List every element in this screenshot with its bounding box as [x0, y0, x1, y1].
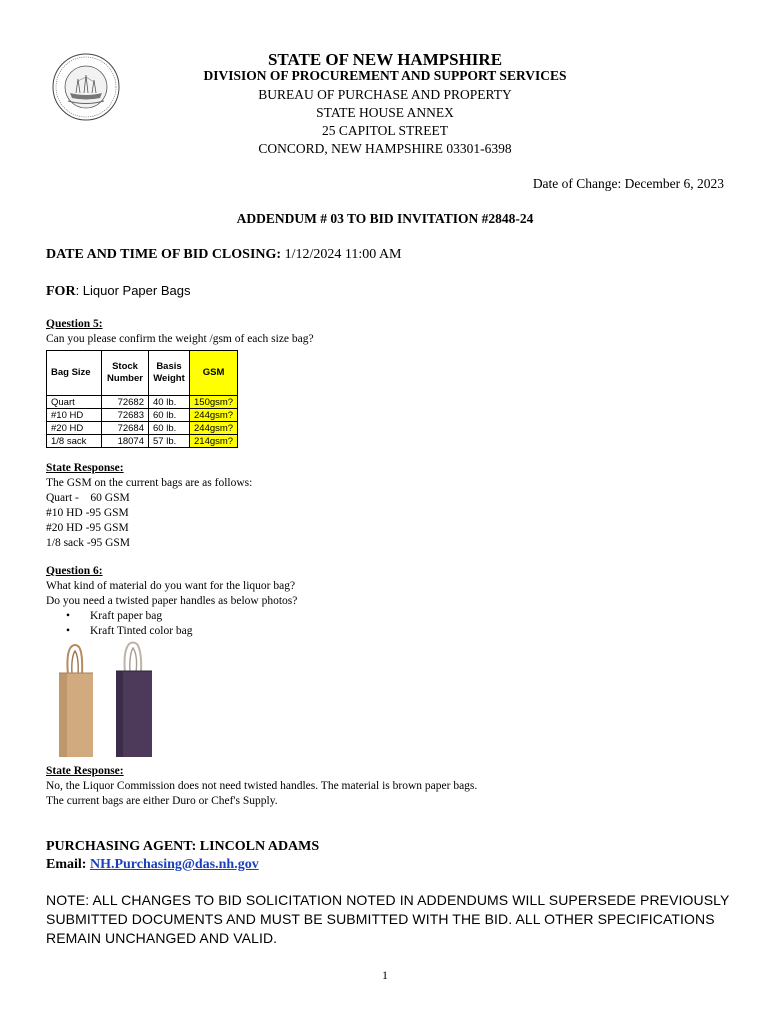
agent-label: PURCHASING AGENT	[46, 839, 192, 854]
bag-weight-table	[46, 350, 238, 448]
table-cell: 244gsm?	[190, 422, 238, 435]
table-cell: 60 lb.	[149, 409, 190, 422]
response-line: #20 HD -95 GSM	[46, 522, 129, 534]
response-heading: State Response:	[46, 462, 124, 474]
table-cell: 1/8 sack	[47, 435, 102, 448]
table-header: GSM	[190, 351, 238, 396]
table-header: Bag Size	[47, 351, 102, 396]
date-of-change: Date of Change: December 6, 2023	[532, 176, 724, 191]
address-line: CONCORD, NEW HAMPSHIRE 03301-6398	[258, 141, 512, 156]
response-line: Quart - 60 GSM	[46, 492, 130, 504]
state-response-6	[46, 764, 477, 809]
table-cell: 150gsm?	[190, 396, 238, 409]
bid-note: NOTE: ALL CHANGES TO BID SOLICITATION NOTED IN ADDENDUMS WILL SUPERSEDE PREVIOUSLY SUBMITTED DOCUMENTS AND MUST BE SUBMITTED WITH THE BID. ALL OTHER SPECIFICATIONS REMAIN UNCHANGED AND VALID.	[46, 892, 730, 946]
list-item	[64, 609, 193, 624]
email-label: Email	[46, 857, 82, 872]
table-cell: 72682	[102, 396, 149, 409]
bullet-icon: •	[66, 610, 71, 622]
agent-name: : LINCOLN ADAMS	[191, 839, 320, 854]
question-6	[46, 564, 297, 609]
question-text: Can you please confirm the weight /gsm of each size bag?	[46, 333, 314, 345]
page-number: 1	[382, 968, 388, 982]
list-item-label: Kraft paper bag	[90, 610, 163, 622]
table-cell: 60 lb.	[149, 422, 190, 435]
state-title: STATE OF NEW HAMPSHIRE	[267, 50, 503, 69]
table-cell: 214gsm?	[190, 435, 238, 448]
table-cell: 244gsm?	[190, 409, 238, 422]
email-separator: :	[81, 857, 90, 872]
purchasing-agent	[46, 838, 319, 874]
table-cell: 72683	[102, 409, 149, 422]
table-row	[47, 435, 238, 448]
table-cell: 57 lb.	[149, 435, 190, 448]
table-row	[47, 396, 238, 409]
table-cell: 40 lb.	[149, 396, 190, 409]
table-cell: Quart	[47, 396, 102, 409]
response-line: 1/8 sack -95 GSM	[46, 537, 131, 549]
state-response-5	[46, 461, 252, 551]
table-header: Stock Number	[102, 351, 149, 396]
question-5	[46, 317, 314, 347]
bullet-icon: •	[66, 625, 71, 637]
response-heading: State Response:	[46, 765, 124, 777]
question-text: What kind of material do you want for the liquor bag?	[46, 580, 296, 592]
bid-closing	[46, 247, 402, 263]
table-header: Basis Weight	[149, 351, 190, 396]
kraft-bag-icon	[55, 643, 97, 759]
table-cell: 72684	[102, 422, 149, 435]
question-heading: Question 5:	[46, 318, 103, 330]
bid-closing-label: DATE AND TIME OF BID CLOSING:	[46, 247, 282, 262]
response-line: #10 HD -95 GSM	[46, 507, 129, 519]
address-line: STATE HOUSE ANNEX	[316, 105, 454, 120]
table-row	[47, 422, 238, 435]
for-line	[46, 283, 190, 300]
list-item-label: Kraft Tinted color bag	[90, 625, 193, 637]
response-line: No, the Liquor Commission does not need twisted handles. The material is brown paper bags.	[46, 780, 478, 792]
table-row	[47, 409, 238, 422]
email-link[interactable]: NH.Purchasing@das.nh.gov	[89, 857, 259, 872]
question-heading: Question 6:	[46, 565, 103, 577]
response-line: The GSM on the current bags are as follows:	[46, 477, 253, 489]
list-item	[64, 624, 193, 639]
table-cell: #10 HD	[47, 409, 102, 422]
response-line: The current bags are either Duro or Chef's Supply.	[46, 795, 278, 807]
address-line: BUREAU OF PURCHASE AND PROPERTY	[258, 87, 512, 102]
for-value: : Liquor Paper Bags	[75, 283, 191, 298]
for-label: FOR	[46, 284, 76, 299]
table-header-row	[47, 351, 238, 396]
bag-options-list	[64, 609, 193, 639]
bid-closing-value: 1/12/2024 11:00 AM	[284, 247, 402, 262]
address-line: 25 CAPITOL STREET	[321, 123, 448, 138]
tinted-bag-icon	[112, 641, 156, 759]
table-cell: 18074	[102, 435, 149, 448]
table-cell: #20 HD	[47, 422, 102, 435]
division-name: DIVISION OF PROCUREMENT AND SUPPORT SERVICES	[203, 68, 567, 83]
addendum-title: ADDENDUM # 03 TO BID INVITATION #2848-24	[236, 211, 534, 226]
question-text: Do you need a twisted paper handles as below photos?	[46, 595, 298, 607]
